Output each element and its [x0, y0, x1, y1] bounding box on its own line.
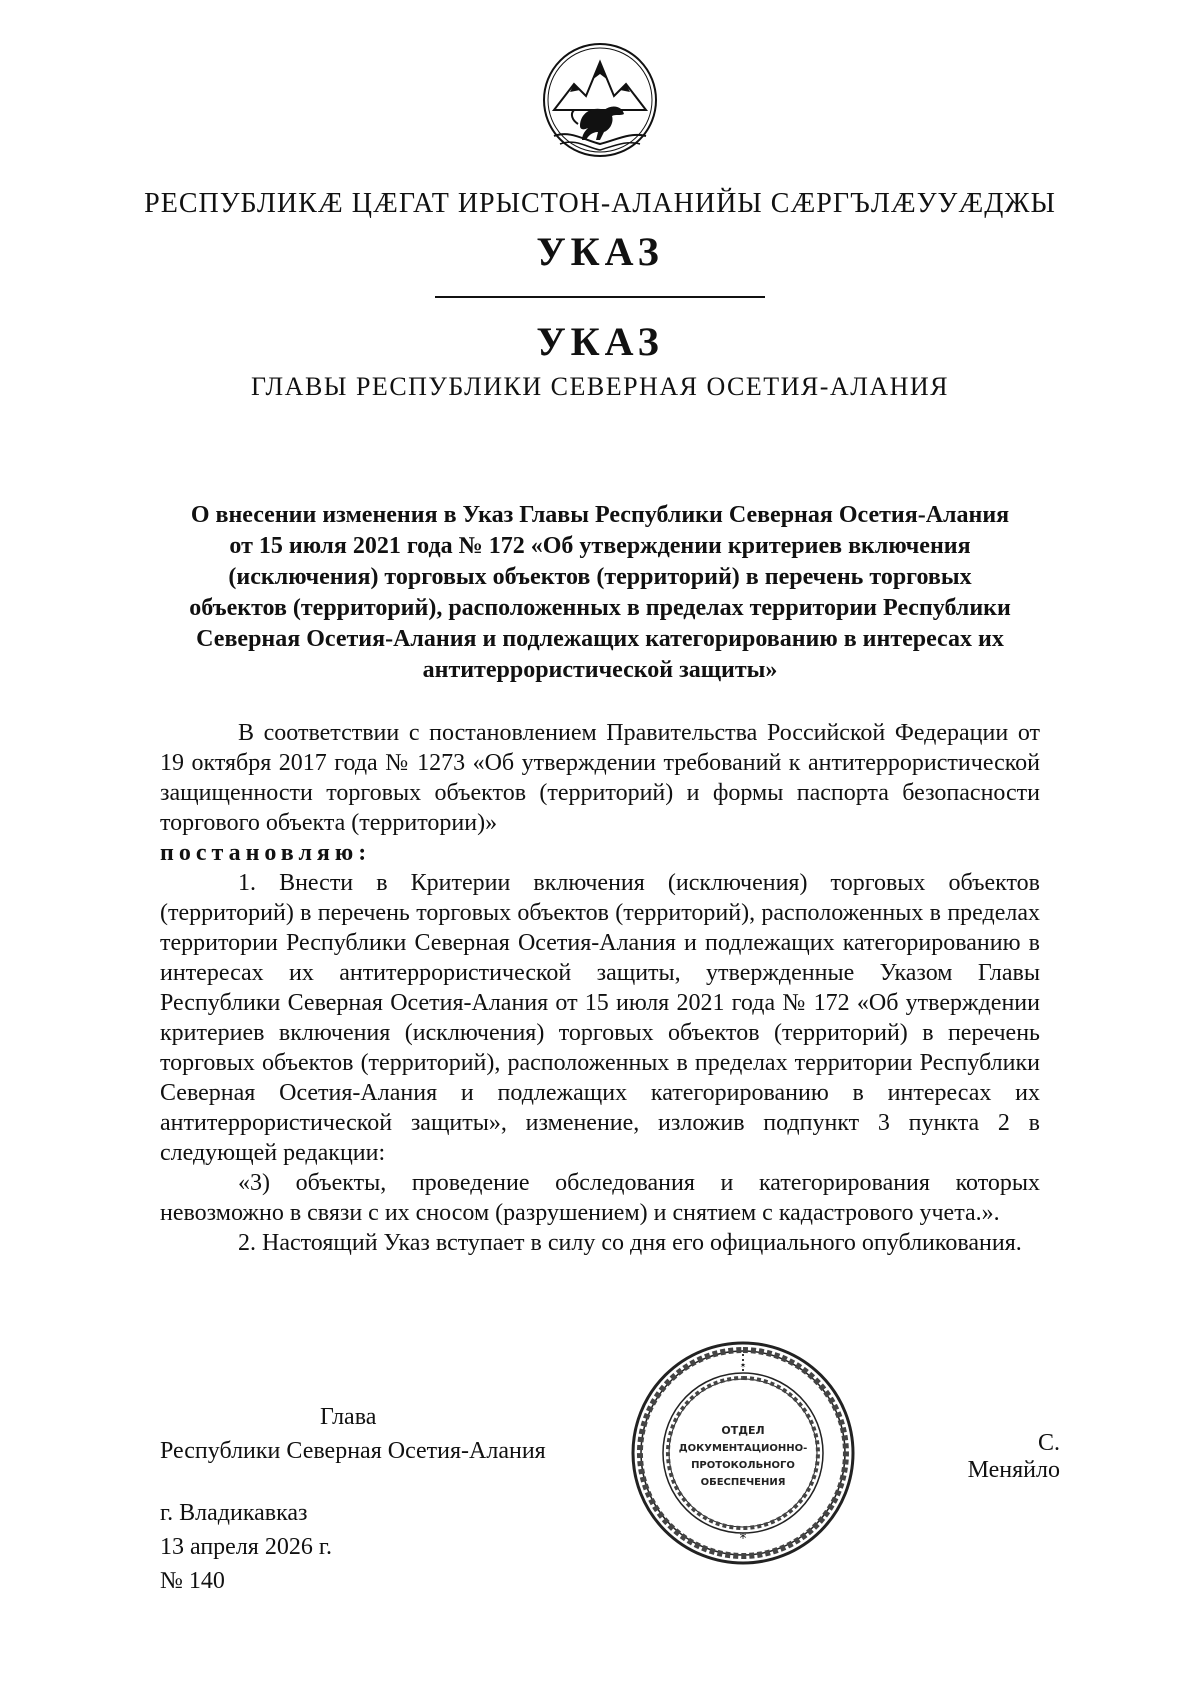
- issuer-ossetian: РЕСПУБЛИКӔ ЦӔГАТ ИРЫСТОН-АЛАНИЙЫ СӔРГЪЛӔУУӔДЖЫ: [144, 188, 1056, 219]
- preamble-paragraph: В соответствии с постановлением Правительства Российской Федерации от 19 октября 2017 года № 1273 «Об утверждении требований к антитеррористической защищенности торговых объектов (территорий) и формы паспорта безопасности торгового объекта (территории)»: [160, 720, 1040, 836]
- coat-of-arms-emblem: [540, 40, 660, 160]
- decree-body: [160, 718, 1040, 1258]
- document-title-russian: УКАЗ: [536, 319, 664, 364]
- subject-line: от 15 июля 2021 года № 172 «Об утверждении критериев включения: [229, 533, 971, 559]
- city: г. Владикавказ: [160, 1500, 308, 1526]
- document-title-ossetian: УКАЗ: [536, 229, 664, 274]
- issuer-russian: ГЛАВЫ РЕСПУБЛИКИ СЕВЕРНАЯ ОСЕТИЯ-АЛАНИЯ: [250, 372, 950, 401]
- decree-subject: [150, 500, 1050, 686]
- official-stamp: [628, 1338, 858, 1568]
- subject-line: Северная Осетия-Алания и подлежащих категорированию в интересах их: [196, 626, 1004, 652]
- title-divider: [435, 296, 765, 298]
- signatory-post-line-1: Глава: [320, 1404, 377, 1430]
- stamp-line: ОТДЕЛ: [721, 1424, 765, 1437]
- decree-word: постановляю:: [160, 840, 372, 866]
- stamp-line: ОБЕСПЕЧЕНИЯ: [700, 1477, 786, 1488]
- subject-line: (исключения) торговых объектов (территорий) в перечень торговых: [228, 564, 972, 590]
- subject-line: антитеррористической защиты»: [422, 657, 778, 683]
- decree-date: 13 апреля 2026 г.: [160, 1534, 332, 1560]
- svg-text:*: *: [739, 1531, 747, 1547]
- stamp-line: ДОКУМЕНТАЦИОННО-: [678, 1443, 808, 1454]
- item-1-quote-paragraph: «3) объекты, проведение обследования и категорирования которых невозможно в связи с их сносом (разрушением) и снятием с кадастрового учета.».: [160, 1170, 1040, 1226]
- svg-text:*: *: [740, 1362, 746, 1373]
- item-1-paragraph: 1. Внести в Критерии включения (исключения) торговых объектов (территорий) в перечень торговых объектов (территорий), расположенных в пределах территории Республики Северная Осетия-Алания и подлежащих категорированию в интересах их антитеррористической защиты, утвержденные Указом Главы Республики Северная Осетия-Алания от 15 июля 2021 года № 172 «Об утверждении критериев включения (исключения) торговых объектов (территорий) в перечень торговых объектов (территорий), расположенных в пределах территории Республики Северная Осетия-Алания и подлежащих категорированию в интересах их антитеррористической защиты», изменение, изложив подпункт 3 пункта 2 в следующей редакции:: [160, 870, 1040, 1166]
- item-2-paragraph: 2. Настоящий Указ вступает в силу со дня его официального опубликования.: [238, 1230, 1022, 1256]
- subject-line: О внесении изменения в Указ Главы Республики Северная Осетия-Алания: [190, 502, 1010, 528]
- signatory-post-line-2: Республики Северная Осетия-Алания: [160, 1438, 546, 1464]
- place-date-number: [160, 1496, 480, 1598]
- subject-line: объектов (территорий), расположенных в пределах территории Республики: [189, 595, 1011, 621]
- decree-number: № 140: [160, 1568, 225, 1594]
- stamp-line: ПРОТОКОЛЬНОГО: [691, 1460, 795, 1471]
- signatory-post: [160, 1400, 590, 1468]
- signer-name: С. Меняйло: [967, 1430, 1060, 1483]
